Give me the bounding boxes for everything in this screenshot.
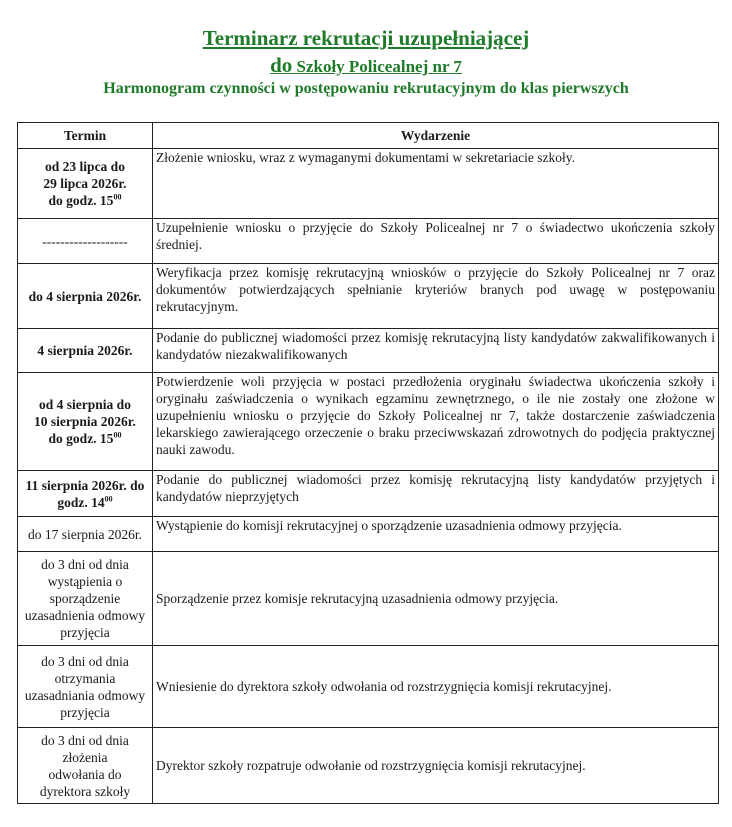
term-line <box>21 477 149 494</box>
term-text: od 4 sierpnia do <box>39 397 131 412</box>
table-row <box>18 471 719 517</box>
event-cell: Sporządzenie przez komisje rekrutacyjną uzasadnienia odmowy przyjęcia. <box>153 552 719 646</box>
term-text: uzasadniania odmowy <box>24 687 146 703</box>
term-text: 4 sierpnia 2026r. <box>37 343 133 358</box>
term-text: do 3 dni od dnia <box>41 557 129 572</box>
term-line <box>21 653 149 670</box>
table-row <box>18 646 719 728</box>
term-line <box>21 342 149 359</box>
event-cell: Uzupełnienie wniosku o przyjęcie do Szkoły Policealnej nr 7 o świadectwo ukończenia szkoły średniej. <box>153 219 719 264</box>
term-line <box>21 430 149 447</box>
term-line <box>21 670 149 687</box>
term-line <box>21 624 149 641</box>
column-header-event: Wydarzenie <box>153 123 719 149</box>
term-line <box>21 288 149 305</box>
term-text: dyrektora szkoły <box>39 783 131 799</box>
term-text: 10 sierpnia 2026r. <box>34 414 136 429</box>
term-text: sporządzenie <box>49 591 121 606</box>
term-text: 11 sierpnia 2026r. do <box>25 477 145 493</box>
term-line <box>21 233 149 250</box>
table-row <box>18 373 719 471</box>
term-text: do 4 sierpnia 2026r. <box>28 288 142 304</box>
event-cell: Wystąpienie do komisji rekrutacyjnej o sporządzenie uzasadnienia odmowy przyjęcia. <box>153 517 719 552</box>
term-line <box>21 573 149 590</box>
term-text: godz. 14 <box>57 494 105 510</box>
term-cell <box>18 728 153 804</box>
term-cell <box>18 149 153 219</box>
event-cell: Wniesienie do dyrektora szkoły odwołania od rozstrzygnięcia komisji rekrutacyjnej. <box>153 646 719 728</box>
term-line <box>21 783 149 800</box>
term-text: do 3 dni od dnia <box>41 653 129 669</box>
term-line <box>21 732 149 749</box>
title-line2-prefix: do <box>270 53 293 77</box>
term-text: złożenia <box>62 749 108 765</box>
event-cell: Potwierdzenie woli przyjęcia w postaci przedłożenia oryginału świadectwa ukończenia szkoły i oryginału zaświadczenia o wynikach egzaminu zewnętrznego, o ile nie zostały one złożone w uzupełnieniu wniosku o przyjęcie do Szkoły Policealnej nr 7, także dostarczenie zaświadczenia lekarskiego zawierającego orzeczenie o braku przeciwwskazań zdrowotnych do podjęcia praktycznej nauki zawodu. <box>153 373 719 471</box>
term-text: otrzymania <box>54 670 116 686</box>
event-cell: Złożenie wniosku, wraz z wymaganymi dokumentami w sekretariacie szkoły. <box>153 149 719 219</box>
term-cell <box>18 471 153 517</box>
term-text: od 23 lipca do <box>45 159 125 174</box>
term-text: ------------------- <box>42 233 128 249</box>
term-cell <box>18 219 153 264</box>
time-superscript: 00 <box>104 494 113 503</box>
document-subtitle: Harmonogram czynności w postępowaniu rekrutacyjnym do klas pierwszych <box>103 80 629 97</box>
term-cell <box>18 517 153 552</box>
term-text: do 17 sierpnia 2026r. <box>28 526 142 542</box>
term-line <box>21 526 149 543</box>
term-cell <box>18 329 153 373</box>
event-cell: Weryfikacja przez komisję rekrutacyjną wniosków o przyjęcie do Szkoły Policealnej nr 7 oraz dokumentów potwierdzających spełnianie kryteriów branych pod uwagę w postępowaniu rekrutacyjnym. <box>153 264 719 329</box>
time-superscript: 00 <box>113 430 122 440</box>
term-text: do godz. 15 <box>48 193 114 208</box>
term-text: przyjęcia <box>60 625 110 640</box>
document-title: Terminarz rekrutacji uzupełniającej <box>202 26 530 50</box>
term-line <box>21 556 149 573</box>
event-cell: Podanie do publicznej wiadomości przez komisję rekrutacyjną listy kandydatów zakwalifikowanych i kandydatów niezakwalifikowanych <box>153 329 719 373</box>
table-row <box>18 552 719 646</box>
term-cell <box>18 264 153 329</box>
event-cell: Podanie do publicznej wiadomości przez komisję rekrutacyjną listy kandydatów przyjętych i kandydatów nieprzyjętych <box>153 471 719 517</box>
term-line <box>21 749 149 766</box>
table-header-row <box>18 123 719 149</box>
term-text: do godz. 15 <box>48 431 114 446</box>
table-row <box>18 728 719 804</box>
table-row <box>18 219 719 264</box>
term-line <box>21 607 149 624</box>
term-line <box>21 413 149 430</box>
term-line <box>21 590 149 607</box>
term-line <box>21 175 149 192</box>
term-text: do 3 dni od dnia <box>41 732 129 748</box>
title-line2-school: Szkoły Policealnej nr 7 <box>292 57 462 76</box>
table-row <box>18 517 719 552</box>
term-line <box>21 494 149 511</box>
event-cell: Dyrektor szkoły rozpatruje odwołanie od rozstrzygnięcia komisji rekrutacyjnej. <box>153 728 719 804</box>
term-text: przyjęcia <box>60 704 110 720</box>
table-row <box>18 149 719 219</box>
document-title-line2 <box>0 53 732 80</box>
table-row <box>18 329 719 373</box>
term-cell <box>18 646 153 728</box>
time-superscript: 00 <box>113 192 122 202</box>
term-text: 29 lipca 2026r. <box>43 176 127 191</box>
term-text: wystąpienia o <box>47 574 123 589</box>
schedule-table <box>17 122 719 804</box>
table-row <box>18 264 719 329</box>
term-cell <box>18 552 153 646</box>
term-line <box>21 704 149 721</box>
term-line <box>21 192 149 209</box>
term-line <box>21 396 149 413</box>
column-header-term: Termin <box>18 123 153 149</box>
term-line <box>21 158 149 175</box>
term-cell <box>18 373 153 471</box>
term-line <box>21 766 149 783</box>
term-text: odwołania do <box>48 766 122 782</box>
term-line <box>21 687 149 704</box>
term-text: uzasadnienia odmowy <box>24 608 146 623</box>
